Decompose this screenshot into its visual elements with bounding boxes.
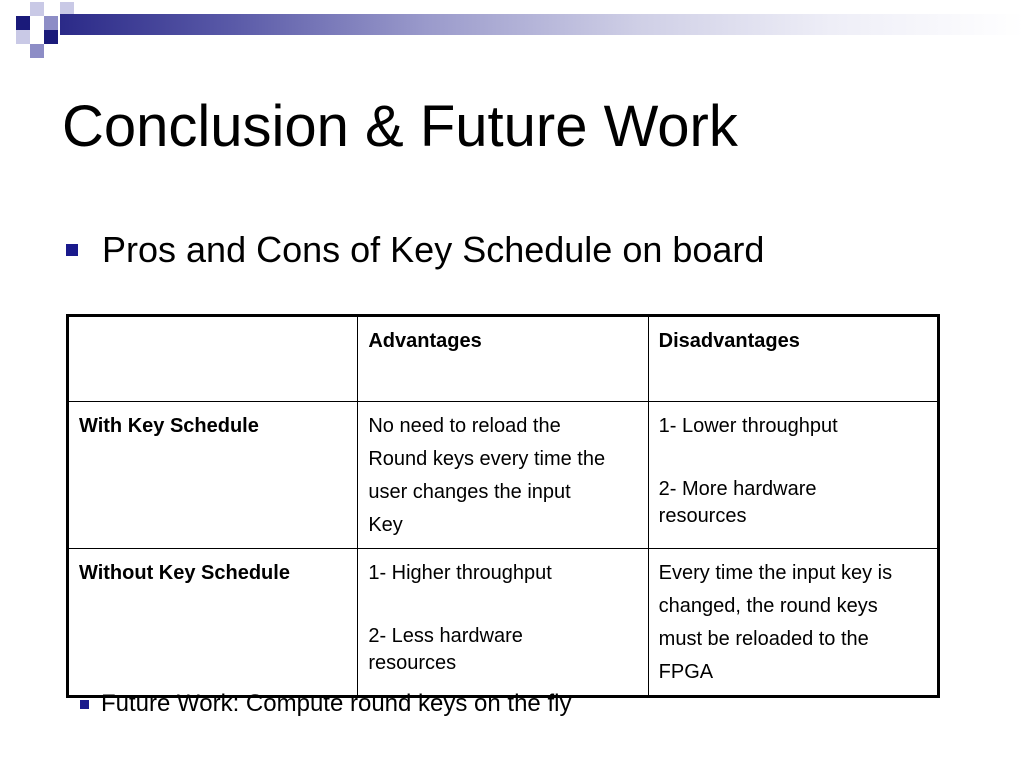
sub-bullet-square-icon xyxy=(80,700,89,709)
decor-square xyxy=(16,30,30,44)
cell-line: 1- Higher throughput xyxy=(368,562,552,584)
cell-line: resources xyxy=(368,652,457,674)
table-header-row xyxy=(68,316,939,402)
table-header-disadvantages: Disadvantages xyxy=(648,316,938,402)
decor-square xyxy=(44,30,58,44)
cell-advantages xyxy=(358,402,648,549)
comparison-table xyxy=(66,314,940,698)
decor-square xyxy=(30,2,44,16)
main-bullet-text: Pros and Cons of Key Schedule on board xyxy=(102,229,765,270)
sub-bullet xyxy=(80,690,571,718)
cell-line: No need to reload the xyxy=(368,415,561,437)
decor-square xyxy=(44,16,58,30)
header-gradient-bar xyxy=(60,14,1024,35)
cell-line: 2- More hardware xyxy=(658,478,817,500)
table-header-advantages: Advantages xyxy=(358,316,648,402)
cell-line: changed, the round keys xyxy=(658,595,878,617)
cell-line: Every time the input key is xyxy=(658,562,893,584)
cell-line: 1- Lower throughput xyxy=(658,415,838,437)
cell-line: must be reloaded to the xyxy=(658,628,869,650)
sub-bullet-text: Future Work: Compute round keys on the fly xyxy=(101,690,572,717)
cell-line: resources xyxy=(658,505,747,527)
cell-line: 2- Less hardware xyxy=(368,625,523,647)
row-label-without-key-schedule: Without Key Schedule xyxy=(68,549,358,697)
cell-line: user changes the input xyxy=(368,481,571,503)
table-header-empty xyxy=(68,316,358,402)
cell-line: Key xyxy=(368,514,403,536)
main-bullet xyxy=(66,229,764,271)
row-label-with-key-schedule: With Key Schedule xyxy=(68,402,358,549)
table-row xyxy=(68,402,939,549)
slide-title: Conclusion & Future Work xyxy=(62,94,738,159)
cell-disadvantages xyxy=(648,402,938,549)
cell-advantages xyxy=(358,549,648,697)
cell-disadvantages xyxy=(648,549,938,697)
table-row xyxy=(68,549,939,697)
bullet-square-icon xyxy=(66,244,78,256)
decor-square xyxy=(16,16,30,30)
cell-line: FPGA xyxy=(658,661,714,683)
cell-line: Round keys every time the xyxy=(368,448,606,470)
decor-square xyxy=(30,44,44,58)
